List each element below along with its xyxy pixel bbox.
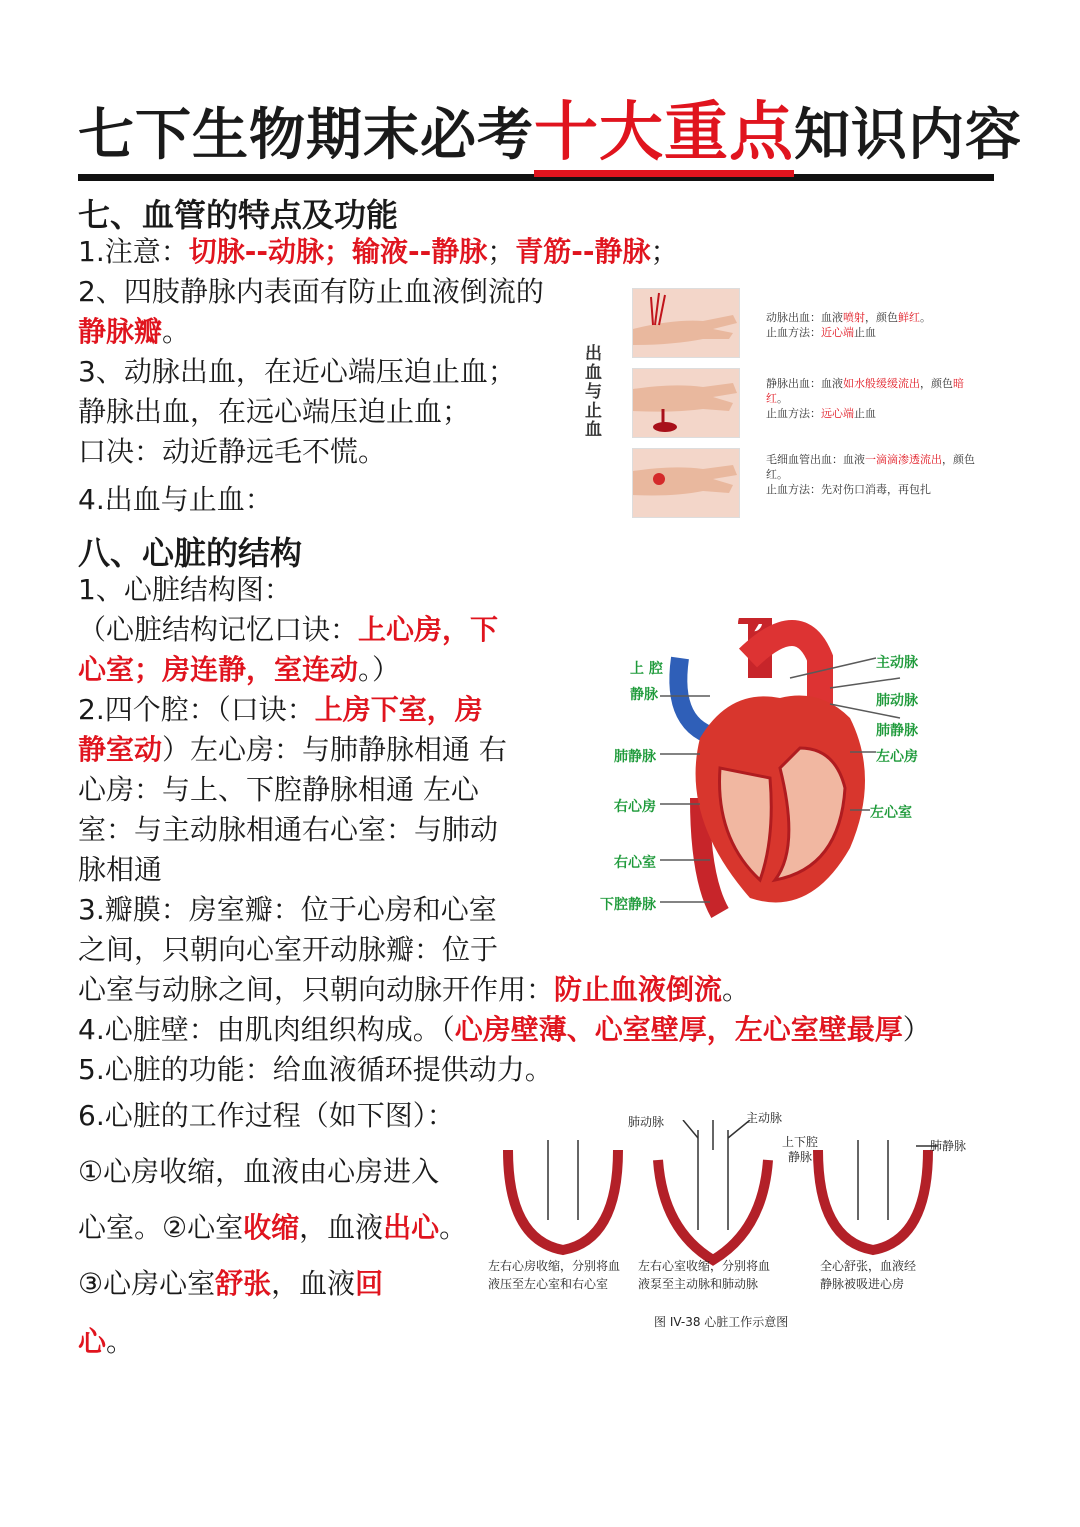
page-title [78,92,1022,181]
caption-line [766,406,976,421]
t: 止血方法： [766,326,821,339]
s8-line-4 [78,690,483,730]
arterial-caption [766,310,931,340]
highlight: 静室动 [78,733,163,766]
r: 远心端 [821,407,854,420]
t: ，颜色 [920,377,953,390]
work-label-vc-1: 上下腔 [782,1135,819,1149]
s8-line-6: 心房：与上、下腔静脉相通 左心 [78,773,479,806]
text: （心脏结构记忆口诀： [78,613,359,646]
text: 1.注意： [78,235,189,268]
label-right-atrium: 右心房 [614,799,656,815]
r: 暗红 [766,377,964,405]
t: 动脉出血：血液 [766,311,843,324]
work-label-vc-2: 静脉 [788,1150,813,1164]
t: 。 [777,392,788,405]
venous-bleeding-image [632,368,740,438]
label-svc-1: 上 腔 [630,661,663,677]
t: 毛细血管出血：血液 [766,453,865,466]
work-label-aorta: 主动脉 [746,1111,783,1125]
highlight: 上房下室，房 [314,693,483,726]
text: 2.四个腔：（口诀： [78,693,315,726]
s8-line-3 [78,650,400,690]
s8-line-10: 之间，只朝向心室开动脉瓣：位于 [78,933,499,966]
s8-line-7: 室：与主动脉相通右心室：与肺动 [78,813,499,846]
section-8-heading: 八、心脏的结构 [78,534,303,572]
label-left-ventricle: 左心室 [870,805,912,821]
work-figure-caption: 图 IV-38 心脏工作示意图 [654,1315,789,1329]
label-svc-2: 静脉 [630,687,658,703]
work-caption-2b: 液泵至主动脉和肺动脉 [638,1277,759,1291]
s8-line-18 [78,1322,134,1362]
highlight: 切脉--动脉；输液--静脉 [188,235,488,268]
bleeding-vertical-label: 出血与止血 [585,344,602,440]
title-highlight: 十大重点 [534,96,794,177]
s8-line-5 [78,730,507,770]
s7-line-7: 4.出血与止血： [78,483,273,516]
r: 一滴滴渗透流出 [865,453,942,466]
s7-line-6: 口决：动近静远毛不慌。 [78,435,387,468]
highlight: 上心房，下 [358,613,499,646]
work-caption-3a: 全心舒张，血液经 [820,1259,917,1273]
heart-work-diagram [488,1120,978,1270]
s7-line-5: 静脉出血，在远心端压迫止血； [78,395,471,428]
text: 。 [162,315,191,348]
s7-line-2: 2、四肢静脉内表面有防止血液倒流的 [78,275,544,308]
r: 如水般缓缓流出 [843,377,920,390]
work-caption-3b: 静脉被吸进心房 [820,1277,905,1291]
s8-line-13: 5.心脏的功能：给血液循环提供动力。 [78,1053,553,1086]
highlight: 防止血液倒流 [554,973,723,1006]
work-label-pv: 肺静脉 [930,1139,967,1153]
highlight: 静脉瓣 [78,315,163,348]
t: 静脉出血：血液 [766,377,843,390]
r: 鲜红 [898,311,920,324]
s8-line-12 [78,1010,931,1050]
s8-line-8: 脉相通 [78,853,163,886]
t: 。 [920,311,931,324]
label-pulmonary-vein-right: 肺静脉 [876,723,918,739]
label-left-atrium: 左心房 [876,749,918,765]
s8-line-17 [78,1264,383,1304]
t: ，颜色 [865,311,898,324]
highlight: 心室；房连静，室连动 [78,653,359,686]
highlight: 舒张 [215,1267,272,1300]
s8-line-11 [78,970,750,1010]
text: 心室与动脉之间，只朝向动脉开作用： [78,973,555,1006]
caption-line: 止血方法：先对伤口消毒，再包扎 [766,483,931,496]
highlight: 青筋--静脉 [515,235,651,268]
s8-line-14: 6.心脏的工作过程（如下图）： [78,1099,455,1132]
capillary-bleeding-image [632,448,740,518]
s7-line-3 [78,312,190,352]
text: ； [487,235,516,268]
text: ，血液 [271,1267,356,1300]
text: ； [650,235,679,268]
text: ③心房心室 [78,1267,216,1300]
work-caption-2a: 左右心室收缩，分别将血 [638,1259,771,1273]
section-7-heading: 七、血管的特点及功能 [78,196,399,234]
work-caption-1b: 液压至左心室和右心室 [488,1277,609,1291]
caption-line [766,452,986,482]
capillary-caption [766,452,986,497]
caption-line [766,376,976,406]
highlight: 出心 [383,1211,440,1244]
text: ） [902,1013,931,1046]
highlight: 回 [355,1267,384,1300]
text: 心室。②心室 [78,1211,244,1244]
label-pulmonary-vein-left: 肺静脉 [614,749,656,765]
venous-caption [766,376,976,421]
t: 止血方法： [766,407,821,420]
label-ivc: 下腔静脉 [600,897,656,913]
caption-line [766,310,931,325]
label-pulmonary-artery: 肺动脉 [876,693,918,709]
s8-line-2 [78,610,498,650]
s8-line-15: ①心房收缩，血液由心房进入 [78,1155,440,1188]
text: 4.心脏壁：由肌肉组织构成。（ [78,1013,455,1046]
s7-line-4: 3、动脉出血，在近心端压迫止血； [78,355,516,388]
work-caption-1a: 左右心房收缩，分别将血 [488,1259,621,1273]
text: 。 [722,973,751,1006]
title-part: 知识内容 [794,103,1022,168]
t: ，颜色红。 [766,453,975,481]
r: 近心端 [821,326,854,339]
text: ，血液 [299,1211,384,1244]
text: 。） [358,653,401,686]
highlight: 心 [78,1325,107,1358]
s8-line-16 [78,1208,467,1248]
highlight: 心房壁薄、心室壁厚，左心室壁最厚 [454,1013,903,1046]
text: ）左心房：与肺静脉相通 右 [162,733,507,766]
arterial-bleeding-image [632,288,740,358]
text: 。 [106,1325,135,1358]
t: 止血 [854,407,876,420]
title-part: 七下生物期末必考 [78,103,534,168]
caption-line [766,325,931,340]
t: 止血 [854,326,876,339]
label-right-ventricle: 右心室 [614,855,656,871]
r: 喷射 [843,311,865,324]
label-aorta: 主动脉 [876,655,918,671]
text: 。 [439,1211,468,1244]
heart-work-illustration [488,1120,978,1270]
s8-line-1: 1、心脏结构图： [78,573,292,606]
highlight: 收缩 [243,1211,300,1244]
s7-line-1 [78,232,679,272]
work-label-pa: 肺动脉 [628,1115,665,1129]
s8-line-9: 3.瓣膜：房室瓣：位于心房和心室 [78,893,497,926]
